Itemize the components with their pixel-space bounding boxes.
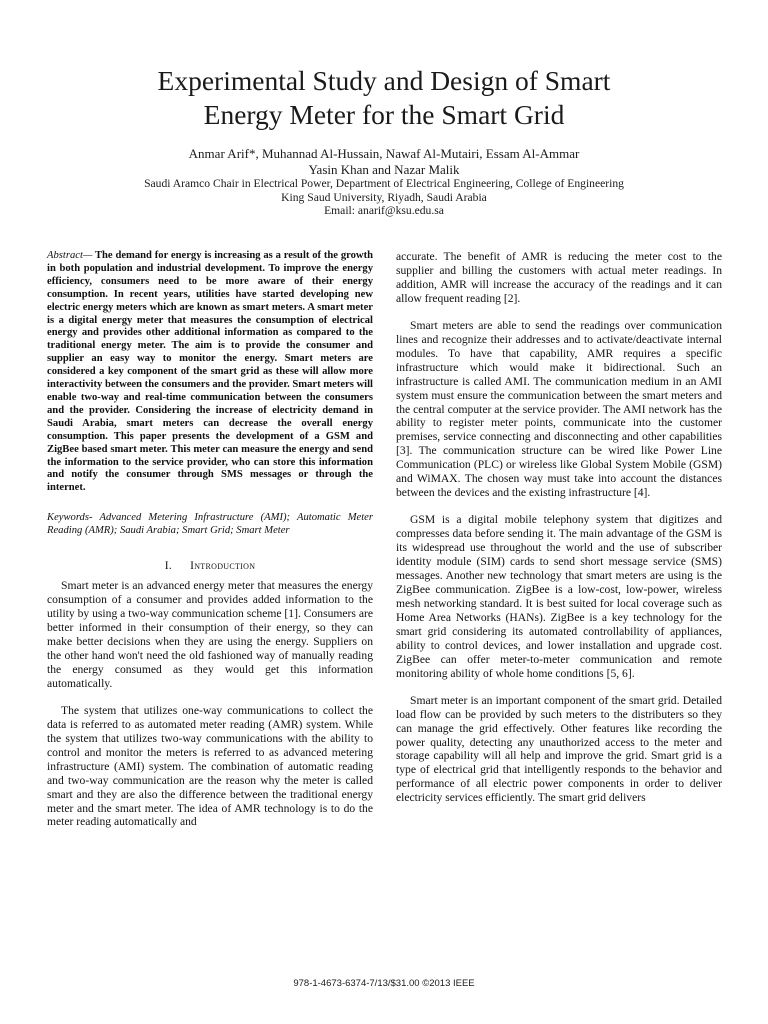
affiliation-line-1: Saudi Aramco Chair in Electrical Power, Department of Electrical Engineering, College of Engineering xyxy=(144,177,624,190)
paper-title-line-2: Energy Meter for the Smart Grid xyxy=(203,99,565,130)
affiliation-block xyxy=(0,177,768,218)
keywords: Keywords- Advanced Metering Infrastructure (AMI); Automatic Meter Reading (AMR); Saudi Arabia; Smart Grid; Smart Meter xyxy=(47,512,373,537)
copyright-footer: 978-1-4673-6374-7/13/$31.00 ©2013 IEEE xyxy=(293,978,475,989)
body-paragraph-gsm-zigbee: GSM is a digital mobile telephony system that digitizes and compresses data before sending it. The main advantage of the GSM is its widespread use throughout the world and the use of subscriber identity module (SIM) cards to send short message service (SMS) messages. Another new technology that smart meters are using is the ZigBee communication. ZigBee is a low-cost, low-power, wireless mesh networking standard. It is best suited for local coverage such as Home Area Networks (HANs). ZigBee is a key technology for the smart grid considering its automated controllability of appliances, ability to control devices, and lower installation and upgrade cost. ZigBee can offer meter-to-meter communication and remote monitoring ability of whole home conditions [5, 6]. xyxy=(396,513,722,680)
section-heading-introduction xyxy=(47,559,373,573)
abstract-label: Abstract— xyxy=(47,250,93,261)
author-line-1: Anmar Arif*, Muhannad Al-Hussain, Nawaf Al-Mutairi, Essam Al-Ammar xyxy=(188,146,580,161)
affiliation-line-2: King Saud University, Riyadh, Saudi Arabia xyxy=(281,190,487,204)
paper-title-line-1: Experimental Study and Design of Smart xyxy=(157,65,611,96)
author-line-2: Yasin Khan and Nazar Malik xyxy=(308,161,460,177)
body-paragraph-ami: Smart meters are able to send the readings over communication lines and recognize their addresses and to activate/deactivate internal modules. To have that capability, AMR requires a specific infrastructure which would make it bidirectional. Such an infrastructure is called AMI. The communication medium in an AMI system must ensure the communication between the smart meters and the central computer at the service provider. The AMI network has the ability to register meter points, communicate into the customer premises, service connecting and disconnecting and other capabilities [3]. The communication structure can be wired like Power Line Communication (PLC) or wireless like Global System Mobile (GSM) and WiMAX. The chosen way must take into account the distances between the devices and the existing infrastructure [4]. xyxy=(396,318,722,500)
author-email: Email: anarif@ksu.edu.sa xyxy=(324,204,444,218)
intro-paragraph-2: The system that utilizes one-way communications to collect the data is referred to as automated meter reading (AMR) system. While the system that utilizes two-way communications with the ability to control and monitor the meters is referred to as advanced metering infrastructure (AMI) system. The combination of automatic reading and two-way communication are the reason why the meter is called smart and they are also the difference between the traditional energy meter and the smart meter. The idea of AMR technology is to do the meter reading automatically and xyxy=(47,703,373,829)
body-paragraph-amr: accurate. The benefit of AMR is reducing the meter cost to the supplier and billing the customers with actual meter readings. In addition, AMR will increase the accuracy of the readings and it can allow frequent reading [2]. xyxy=(396,250,722,305)
intro-paragraph-1: Smart meter is an advanced energy meter that measures the energy consumption of a consumer and provides added information to the utility by using a two-way communication scheme [1]. Consumers are better informed in their consumption of their energy, so they can make better decisions when they are using the energy. Suppliers on the other hand won't need the old fashioned way of manually reading the energy consumed as they would get this information automatically. xyxy=(47,579,373,690)
right-column xyxy=(396,250,722,805)
abstract xyxy=(47,250,373,495)
paper-title xyxy=(0,64,768,132)
body-paragraph-smart-grid: Smart meter is an important component of the smart grid. Detailed load flow can be provided by such meters to the distributers so they can manage the grid effectively. Other features like recording the power quality, detecting any unauthorized access to the meter and storage capability will all help and improve the grid. Smart grid is a type of electrical grid that intelligently responds to the behavior and performance of all electric power components in order to deliver electricity services efficiently. The smart grid delivers xyxy=(396,693,722,805)
section-title: Introduction xyxy=(190,559,256,573)
left-column xyxy=(47,250,373,829)
abstract-text: The demand for energy is increasing as a result of the growth in both population and industrial development. To improve the energy efficiency, consumers need to be more aware of their energy consumption. In recent years, utilities have started developing new electric energy meters which are known as smart meters. A smart meter is a digital energy meter that measures the consumption of electrical energy and provides other additional information as compared to the traditional energy meter. The aim is to provide the consumer and supplier an easy way to monitor the energy. Smart meters are considered a key component of the smart grid as these will allow more interactivity between the consumers and the provider. Smart meters will enable two-way and real-time communication between the consumers and the provider. Considering the increase of electricity demand in Saudi Arabia, smart meters can decrease the overall energy consumption. This paper presents the development of a GSM and ZigBee based smart meter. This meter can measure the energy and send the information to the service provider, who can store this information and notify the consumer through SMS messages or through the internet. xyxy=(47,250,374,494)
author-list xyxy=(0,146,768,177)
section-number: I. xyxy=(164,559,173,573)
